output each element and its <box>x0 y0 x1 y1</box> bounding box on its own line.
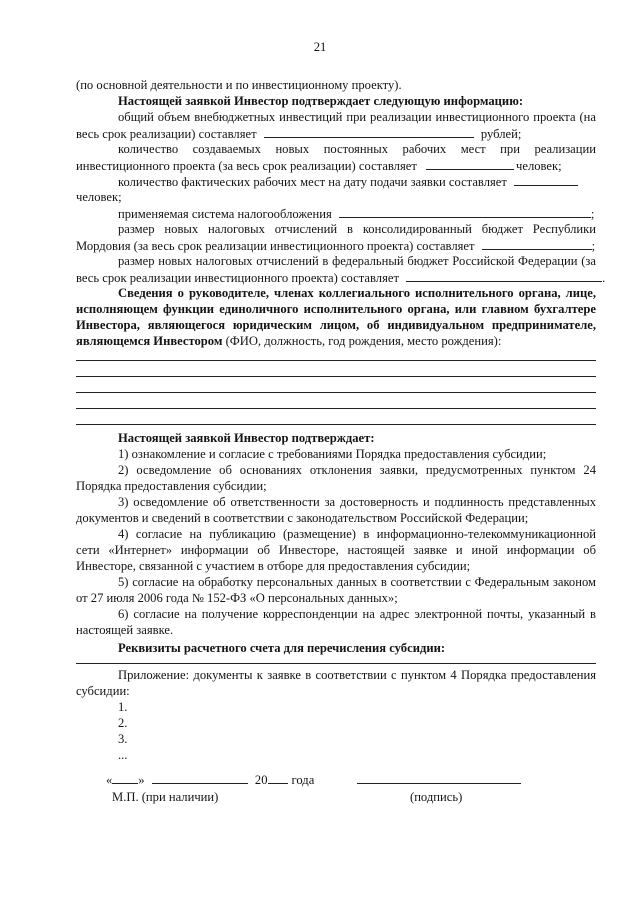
confirm-item-2-line-2: Порядка предоставления субсидии; <box>76 479 267 493</box>
regional-tax-field[interactable] <box>482 238 592 250</box>
federal-tax-line-2: весь срок реализации инвестиционного проекта) составляет . <box>76 271 606 285</box>
bank-details-field-line[interactable] <box>76 663 596 664</box>
page-number: 21 <box>313 40 327 54</box>
confirm-item-6-line-2: настоящей заявке. <box>76 623 174 637</box>
management-hint: (ФИО, должность, год рождения, место рождения): <box>222 334 502 348</box>
actual-jobs-line-2: человек; <box>76 190 122 204</box>
management-field-line[interactable] <box>76 360 596 361</box>
confirm-item-5-line-1: 5) согласие на обработку персональных данных в соответствии с Федеральным законом <box>118 575 596 589</box>
investment-amount-field[interactable] <box>264 126 474 138</box>
attachment-item: ... <box>118 748 128 762</box>
date-line <box>106 772 314 788</box>
attachment-item: 1. <box>118 700 128 714</box>
federal-tax-field[interactable] <box>406 270 602 282</box>
confirm-item-6-line-1: 6) согласие на получение корреспонденции на адрес электронной почты, указанный в <box>118 607 596 621</box>
date-close-quote: » <box>138 773 145 787</box>
management-line-4 <box>76 334 501 349</box>
management-field-line[interactable] <box>76 376 596 377</box>
actual-jobs-field[interactable] <box>514 174 578 186</box>
management-line-1: Сведения о руководителе, членах коллегиального исполнительного органа, лице, <box>118 286 596 300</box>
confirm-item-2-line-1: 2) осведомление об основаниях отклонения заявки, предусмотренных пунктом 24 <box>118 463 596 477</box>
intro-line: (по основной деятельности и по инвестиционному проекту). <box>76 78 402 92</box>
jobs-unit: человек; <box>516 159 562 173</box>
investment-unit: рублей; <box>480 127 522 141</box>
confirm-item-3-line-1: 3) осведомление об ответственности за достоверность и подлинность представленных <box>118 495 596 509</box>
date-open-quote: « <box>106 773 113 787</box>
tax-system-line: применяемая система налогообложения ; <box>118 207 595 221</box>
jobs-label: инвестиционного проекта (за весь срок реализации) составляет <box>76 159 417 173</box>
regional-tax-label: Мордовия (за весь срок реализации инвестиционного проекта) составляет <box>76 239 475 253</box>
attachment-item: 3. <box>118 732 128 746</box>
jobs-line-1: количество создаваемых новых постоянных рабочих мест при реализации <box>118 142 596 156</box>
confirm-item-4-line-2: сети «Интернет» информации об Инвесторе, настоящей заявке и иной информации об <box>76 543 596 557</box>
management-bold: являющемся Инвестором <box>76 334 223 348</box>
date-year-suffix: года <box>291 773 315 787</box>
tax-system-field[interactable] <box>339 206 591 218</box>
jobs-count-field[interactable] <box>426 158 514 170</box>
confirm-item-3-line-2: документов и сведений в соответствии с законодательством Российской Федерации; <box>76 511 529 525</box>
attachment-line-2: субсидии: <box>76 684 130 698</box>
management-line-2: исполняющем функции единоличного исполнительного органа, или главном бухгалтере <box>76 302 596 316</box>
federal-tax-label: весь срок реализации инвестиционного проекта) составляет <box>76 271 399 285</box>
date-day-field[interactable] <box>112 772 138 784</box>
management-field-line[interactable] <box>76 408 596 409</box>
attachment-line-1: Приложение: документы к заявке в соответствии с пунктом 4 Порядка предоставления <box>118 668 596 682</box>
stamp-label: М.П. (при наличии) <box>112 790 219 804</box>
confirm-heading: Настоящей заявкой Инвестор подтверждает: <box>118 431 375 445</box>
tax-system-label: применяемая система налогообложения <box>118 207 332 221</box>
investment-label: весь срок реализации) составляет <box>76 127 257 141</box>
bank-details-heading: Реквизиты расчетного счета для перечисления субсидии: <box>118 641 446 655</box>
investment-line-2 <box>76 126 521 142</box>
investment-line-1: общий объем внебюджетных инвестиций при реализации инвестиционного проекта (на <box>118 110 596 124</box>
federal-tax-line-1: размер новых налоговых отчислений в федеральный бюджет Российской Федерации (за <box>118 254 596 268</box>
confirm-item-1: 1) ознакомление и согласие с требованиями Порядка предоставления субсидии; <box>118 447 547 461</box>
signature-label: (подпись) <box>410 790 463 804</box>
regional-tax-line-1: размер новых налоговых отчислений в консолидированный бюджет Республики <box>118 222 596 236</box>
management-field-line[interactable] <box>76 392 596 393</box>
management-line-3: Инвестора, являющегося юридическим лицом, об индивидуальном предпринимателе, <box>76 318 596 332</box>
info-heading: Настоящей заявкой Инвестор подтверждает следующую информацию: <box>118 94 524 108</box>
attachment-item: 2. <box>118 716 128 730</box>
signature-field-line[interactable] <box>357 783 521 784</box>
actual-jobs-label: количество фактических рабочих мест на дату подачи заявки составляет <box>118 175 507 189</box>
actual-jobs-line-1 <box>118 174 578 190</box>
confirm-item-5-line-2: от 27 июля 2006 года № 152-ФЗ «О персональных данных»; <box>76 591 398 605</box>
date-year-field[interactable] <box>268 772 288 784</box>
confirm-item-4-line-1: 4) согласие на публикацию (размещение) в информационно-телекоммуникационной <box>118 527 596 541</box>
date-year-prefix: 20 <box>254 773 268 787</box>
date-month-field[interactable] <box>152 772 248 784</box>
regional-tax-line-2: Мордовия (за весь срок реализации инвестиционного проекта) составляет ; <box>76 239 596 253</box>
management-field-line[interactable] <box>76 424 596 425</box>
jobs-line-2 <box>76 158 562 174</box>
confirm-item-4-line-3: Инвесторе, связанной с участием в отборе для предоставления субсидии; <box>76 559 471 573</box>
